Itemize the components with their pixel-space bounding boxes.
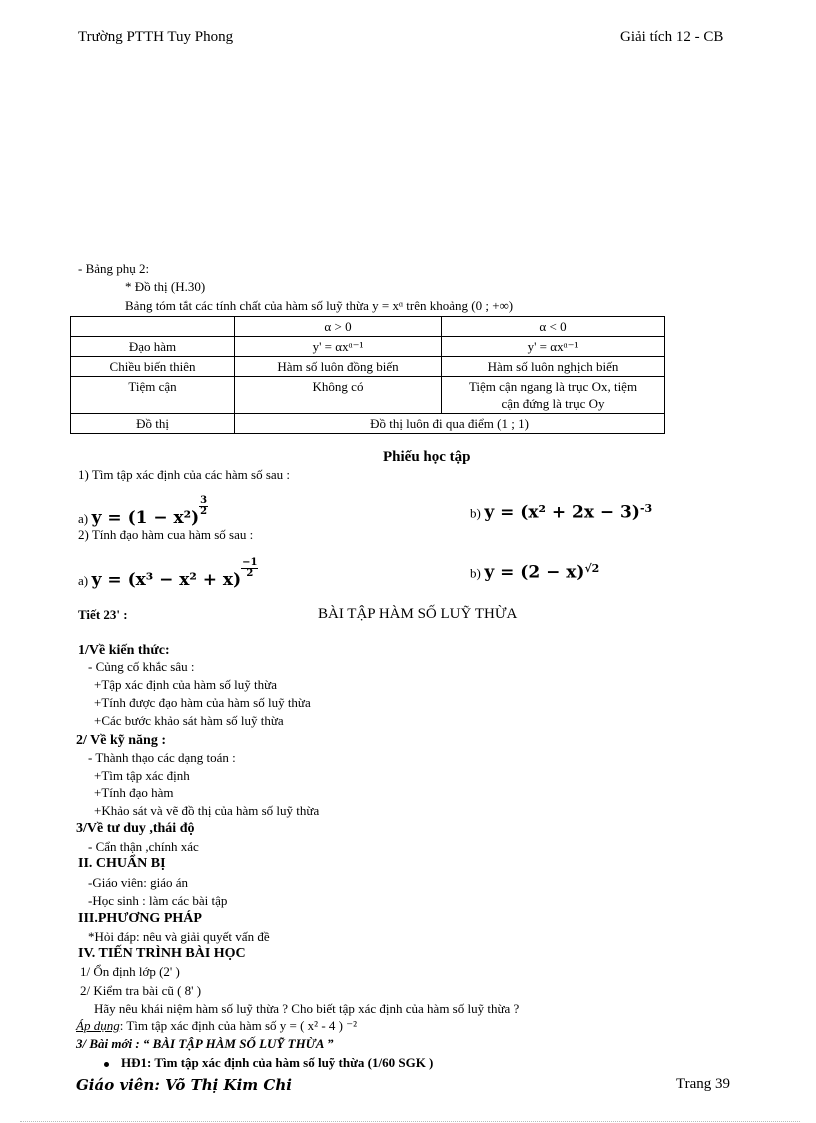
- exponent-denominator: 2: [200, 506, 208, 517]
- exercise-label: a): [78, 511, 89, 526]
- fraction-exponent: [241, 558, 258, 579]
- question-1: 1) Tìm tập xác định của các hàm số sau :: [78, 467, 291, 482]
- row-label: Đạo hàm: [71, 337, 235, 357]
- formula-base: y = (x³ − x² + x): [91, 570, 242, 590]
- formula-base: y = (1 − x²): [91, 508, 200, 528]
- exercise-1b: [470, 502, 652, 523]
- activity-1: [104, 1055, 433, 1071]
- section-heading: II. CHUẨN BỊ: [78, 856, 166, 871]
- cell-merged: Đồ thị luôn đi qua điểm (1 ; 1): [235, 414, 665, 434]
- list-item: 1/ Ổn định lớp (2' ): [80, 964, 180, 979]
- section-heading: 1/Về kiến thức:: [78, 643, 170, 658]
- question-2: 2) Tính đạo hàm cua hàm số sau :: [78, 527, 254, 542]
- exercise-1a: [78, 496, 208, 528]
- row-label: Chiều biến thiên: [71, 357, 235, 377]
- bullet-icon: [104, 1062, 109, 1067]
- exponent-numerator: −1: [242, 557, 258, 568]
- graph-reference: * Đồ thị (H.30): [125, 279, 206, 294]
- worksheet-title: Phiếu học tập: [383, 449, 471, 465]
- list-item: +Tìm tập xác định: [94, 768, 190, 783]
- formula-exponent: -3: [639, 502, 653, 515]
- list-item: +Khảo sát và vẽ đồ thị của hàm số luỹ thừa: [94, 803, 320, 818]
- list-item: +Tính được đạo hàm của hàm số luỹ thừa: [94, 695, 311, 710]
- table-caption: Bảng tóm tắt các tính chất của hàm số luỹ thừa y = xᵅ trên khoảng (0 ; +∞): [125, 298, 514, 313]
- exponent-denominator: 2: [246, 568, 254, 579]
- cell-alpha-negative: y' = αxᵅ⁻¹: [442, 337, 665, 357]
- cell-alpha-positive: y' = αxᵅ⁻¹: [235, 337, 442, 357]
- formula-base: y = (2 − x): [484, 562, 585, 583]
- row-label: Tiệm cận: [71, 377, 235, 414]
- exercise-2a: [78, 558, 258, 590]
- list-item: +Tập xác định của hàm số luỹ thừa: [94, 677, 277, 692]
- cell-alpha-negative: [442, 377, 665, 414]
- exercise-label: a): [78, 573, 89, 588]
- table-header-cell: α < 0: [442, 317, 665, 337]
- exercise-label: b): [470, 565, 481, 581]
- formula-exponent: √2: [584, 562, 600, 575]
- table-row: [71, 377, 665, 414]
- section-heading: IV. TIẾN TRÌNH BÀI HỌC: [78, 946, 246, 961]
- list-item: 2/ Kiểm tra bài cũ ( 8' ): [80, 983, 202, 998]
- cell-alpha-positive: Hàm số luôn đồng biến: [235, 357, 442, 377]
- list-item: - Củng cố khắc sâu :: [88, 659, 195, 674]
- list-item: +Các bước khảo sát hàm số luỹ thừa: [94, 713, 284, 728]
- header-course: Giải tích 12 - CB: [620, 29, 724, 45]
- apply-text: : Tìm tập xác định của hàm số y = ( x² - 4 ) ⁻²: [119, 1018, 357, 1033]
- lesson-title: BÀI TẬP HÀM SỐ LUỸ THỪA: [318, 606, 518, 622]
- table-header-cell: [71, 317, 235, 337]
- table-row: [71, 414, 665, 434]
- asymptote-line-2: cận đứng là trục Oy: [501, 396, 605, 411]
- list-item: +Tính đạo hàm: [94, 785, 174, 800]
- row-label: Đồ thị: [71, 414, 235, 434]
- formula-base: y = (x² + 2x − 3): [484, 502, 640, 523]
- exercise-2b: [470, 562, 599, 583]
- lesson-period: Tiết 23' :: [78, 607, 128, 622]
- cell-alpha-negative: Hàm số luôn nghịch biến: [442, 357, 665, 377]
- list-item: Hãy nêu khái niệm hàm số luỹ thừa ? Cho biết tập xác định của hàm số luỹ thừa ?: [94, 1001, 520, 1016]
- exercise-label: b): [470, 505, 481, 521]
- list-item: *Hỏi đáp: nêu và giải quyết vấn đề: [88, 929, 270, 944]
- new-lesson-heading: 3/ Bài mới : “ BÀI TẬP HÀM SỐ LUỸ THỪA ”: [76, 1036, 334, 1051]
- table-header-cell: α > 0: [235, 317, 442, 337]
- fraction-exponent: [199, 496, 208, 517]
- table-section-label: - Bảng phụ 2:: [78, 261, 150, 276]
- section-heading: 3/Về tư duy ,thái độ: [76, 821, 195, 836]
- list-item: - Thành thạo các dạng toán :: [88, 750, 236, 765]
- header-school: Trường PTTH Tuy Phong: [78, 29, 234, 45]
- exponent-numerator: 3: [200, 495, 208, 506]
- page-bottom-divider: [20, 1121, 800, 1122]
- table-row: [71, 337, 665, 357]
- list-item: -Học sinh : làm các bài tập: [88, 893, 228, 908]
- cell-alpha-positive: Không có: [235, 377, 442, 414]
- table-header-row: [71, 317, 665, 337]
- footer-page: Trang 39: [676, 1076, 731, 1092]
- section-heading: III.PHƯƠNG PHÁP: [78, 911, 202, 926]
- section-heading: 2/ Về kỹ năng :: [76, 733, 166, 748]
- apply-line: [76, 1018, 357, 1034]
- asymptote-line-1: Tiệm cận ngang là trục Ox, tiệm: [468, 379, 638, 394]
- properties-table: [70, 316, 665, 434]
- table-row: [71, 357, 665, 377]
- list-item: -Giáo viên: giáo án: [88, 875, 188, 890]
- footer-teacher: Giáo viên: Võ Thị Kim Chi: [76, 1076, 292, 1094]
- apply-label: Áp dụng: [76, 1018, 120, 1033]
- list-item: - Cẩn thận ,chính xác: [88, 839, 199, 854]
- activity-text: HĐ1: Tìm tập xác định của hàm số luỹ thừa (1/60 SGK ): [121, 1055, 434, 1070]
